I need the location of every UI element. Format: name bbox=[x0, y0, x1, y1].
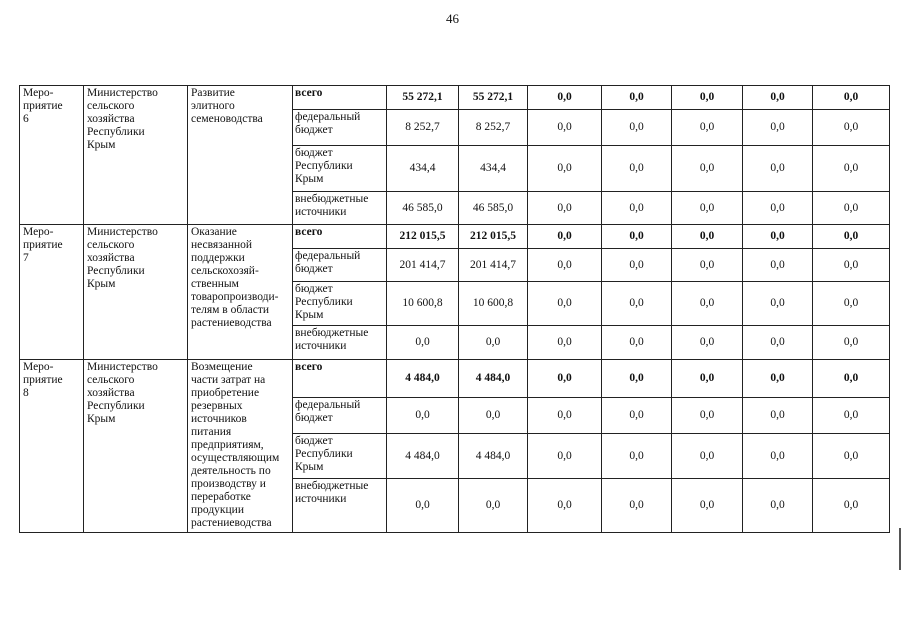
amount-cell: 0,0 bbox=[387, 398, 459, 434]
amount-cell: 0,0 bbox=[602, 249, 672, 282]
amount-cell: 0,0 bbox=[813, 225, 890, 249]
amount-cell: 0,0 bbox=[813, 434, 890, 479]
amount-cell: 0,0 bbox=[528, 398, 602, 434]
amount-cell: 0,0 bbox=[743, 282, 813, 326]
amount-cell: 4 484,0 bbox=[459, 434, 528, 479]
amount-cell: 55 272,1 bbox=[459, 86, 528, 110]
funding-source-label: федеральный бюджет bbox=[293, 110, 387, 146]
amount-cell: 0,0 bbox=[743, 192, 813, 225]
amount-cell: 0,0 bbox=[672, 146, 743, 192]
amount-cell: 0,0 bbox=[672, 110, 743, 146]
amount-cell: 0,0 bbox=[528, 360, 602, 398]
amount-cell: 0,0 bbox=[813, 282, 890, 326]
amount-cell: 0,0 bbox=[459, 479, 528, 533]
amount-cell: 0,0 bbox=[672, 326, 743, 360]
amount-cell: 0,0 bbox=[528, 192, 602, 225]
amount-cell: 0,0 bbox=[672, 86, 743, 110]
funding-source-label: федеральный бюджет bbox=[293, 398, 387, 434]
funding-source-label: внебюджетные источники bbox=[293, 192, 387, 225]
amount-cell: 0,0 bbox=[813, 146, 890, 192]
amount-cell: 0,0 bbox=[459, 326, 528, 360]
amount-cell: 46 585,0 bbox=[387, 192, 459, 225]
amount-cell: 0,0 bbox=[528, 479, 602, 533]
amount-cell: 0,0 bbox=[813, 326, 890, 360]
funding-source-label: федеральный бюджет bbox=[293, 249, 387, 282]
table-row bbox=[20, 86, 890, 110]
budget-table bbox=[19, 85, 890, 533]
amount-cell: 0,0 bbox=[387, 479, 459, 533]
amount-cell: 0,0 bbox=[813, 360, 890, 398]
amount-cell: 0,0 bbox=[672, 434, 743, 479]
amount-cell: 0,0 bbox=[602, 192, 672, 225]
amount-cell: 0,0 bbox=[813, 249, 890, 282]
amount-cell: 0,0 bbox=[743, 86, 813, 110]
description-cell: Оказание несвязанной поддержки сельскохозяй- ственным товаропроизводи- телям в области растениеводства bbox=[188, 225, 293, 360]
page-number: 46 bbox=[446, 11, 459, 26]
funding-source-label: всего bbox=[293, 86, 387, 110]
amount-cell: 0,0 bbox=[602, 479, 672, 533]
amount-cell: 0,0 bbox=[672, 398, 743, 434]
amount-cell: 0,0 bbox=[743, 146, 813, 192]
amount-cell: 0,0 bbox=[672, 249, 743, 282]
amount-cell: 0,0 bbox=[743, 249, 813, 282]
amount-cell: 8 252,7 bbox=[387, 110, 459, 146]
amount-cell: 0,0 bbox=[743, 434, 813, 479]
amount-cell: 46 585,0 bbox=[459, 192, 528, 225]
amount-cell: 0,0 bbox=[813, 192, 890, 225]
funding-source-label: бюджет Республики Крым bbox=[293, 282, 387, 326]
event-cell: Меро- приятие 6 bbox=[20, 86, 84, 225]
amount-cell: 212 015,5 bbox=[459, 225, 528, 249]
scan-edge-mark bbox=[899, 528, 901, 570]
amount-cell: 10 600,8 bbox=[387, 282, 459, 326]
amount-cell: 0,0 bbox=[602, 326, 672, 360]
description-cell: Возмещение части затрат на приобретение резервных источников питания предприятиям, осуществляющим деятельность по производству и переработке продукции растениеводства bbox=[188, 360, 293, 533]
amount-cell: 0,0 bbox=[672, 479, 743, 533]
amount-cell: 0,0 bbox=[528, 326, 602, 360]
amount-cell: 0,0 bbox=[743, 398, 813, 434]
amount-cell: 4 484,0 bbox=[387, 360, 459, 398]
funding-source-label: бюджет Республики Крым bbox=[293, 434, 387, 479]
amount-cell: 0,0 bbox=[813, 479, 890, 533]
amount-cell: 0,0 bbox=[743, 110, 813, 146]
amount-cell: 0,0 bbox=[528, 434, 602, 479]
funding-source-label: всего bbox=[293, 360, 387, 398]
amount-cell: 0,0 bbox=[528, 110, 602, 146]
amount-cell: 0,0 bbox=[813, 86, 890, 110]
table-row bbox=[20, 225, 890, 249]
funding-source-label: внебюджетные источники bbox=[293, 326, 387, 360]
amount-cell: 0,0 bbox=[602, 282, 672, 326]
amount-cell: 0,0 bbox=[602, 360, 672, 398]
executor-cell: Министерство сельского хозяйства Республики Крым bbox=[84, 86, 188, 225]
amount-cell: 4 484,0 bbox=[459, 360, 528, 398]
amount-cell: 212 015,5 bbox=[387, 225, 459, 249]
amount-cell: 55 272,1 bbox=[387, 86, 459, 110]
event-cell: Меро- приятие 7 bbox=[20, 225, 84, 360]
amount-cell: 0,0 bbox=[672, 360, 743, 398]
amount-cell: 4 484,0 bbox=[387, 434, 459, 479]
description-cell: Развитие элитного семеноводства bbox=[188, 86, 293, 225]
amount-cell: 0,0 bbox=[528, 249, 602, 282]
amount-cell: 0,0 bbox=[528, 86, 602, 110]
amount-cell: 0,0 bbox=[602, 398, 672, 434]
amount-cell: 10 600,8 bbox=[459, 282, 528, 326]
amount-cell: 0,0 bbox=[528, 282, 602, 326]
amount-cell: 201 414,7 bbox=[459, 249, 528, 282]
funding-source-label: бюджет Республики Крым bbox=[293, 146, 387, 192]
amount-cell: 0,0 bbox=[387, 326, 459, 360]
amount-cell: 0,0 bbox=[813, 110, 890, 146]
amount-cell: 434,4 bbox=[387, 146, 459, 192]
funding-source-label: внебюджетные источники bbox=[293, 479, 387, 533]
amount-cell: 8 252,7 bbox=[459, 110, 528, 146]
amount-cell: 0,0 bbox=[528, 146, 602, 192]
executor-cell: Министерство сельского хозяйства Республики Крым bbox=[84, 360, 188, 533]
amount-cell: 0,0 bbox=[672, 192, 743, 225]
amount-cell: 0,0 bbox=[602, 86, 672, 110]
executor-cell: Министерство сельского хозяйства Республики Крым bbox=[84, 225, 188, 360]
amount-cell: 0,0 bbox=[743, 326, 813, 360]
amount-cell: 0,0 bbox=[743, 360, 813, 398]
amount-cell: 0,0 bbox=[602, 434, 672, 479]
amount-cell: 0,0 bbox=[672, 282, 743, 326]
amount-cell: 201 414,7 bbox=[387, 249, 459, 282]
amount-cell: 0,0 bbox=[743, 479, 813, 533]
funding-source-label: всего bbox=[293, 225, 387, 249]
amount-cell: 0,0 bbox=[813, 398, 890, 434]
amount-cell: 0,0 bbox=[602, 225, 672, 249]
amount-cell: 0,0 bbox=[528, 225, 602, 249]
amount-cell: 434,4 bbox=[459, 146, 528, 192]
amount-cell: 0,0 bbox=[602, 110, 672, 146]
event-cell: Меро- приятие 8 bbox=[20, 360, 84, 533]
table-row bbox=[20, 360, 890, 398]
amount-cell: 0,0 bbox=[672, 225, 743, 249]
amount-cell: 0,0 bbox=[459, 398, 528, 434]
amount-cell: 0,0 bbox=[602, 146, 672, 192]
amount-cell: 0,0 bbox=[743, 225, 813, 249]
